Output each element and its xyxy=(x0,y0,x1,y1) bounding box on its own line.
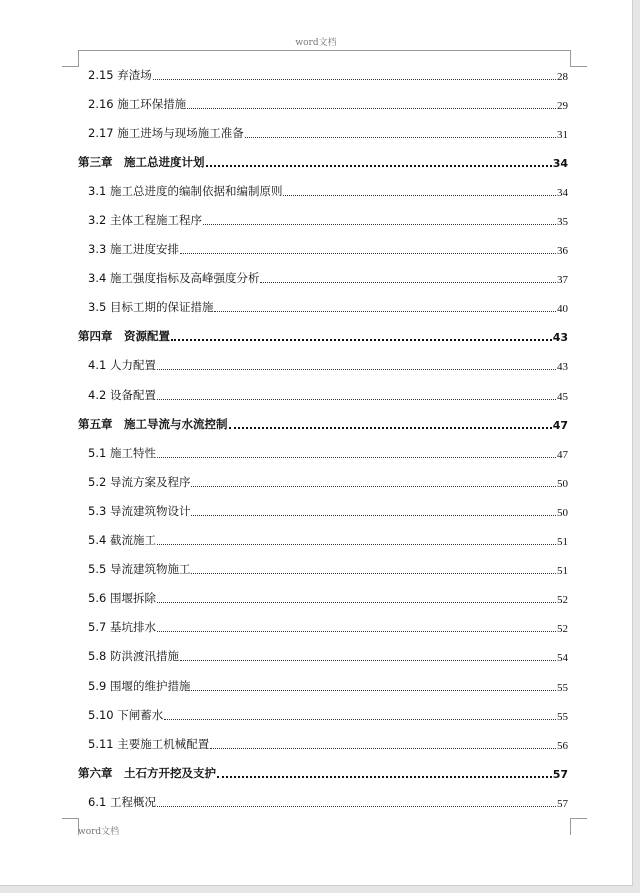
toc-dot-leader xyxy=(283,195,556,196)
toc-dot-leader xyxy=(206,165,552,167)
toc-page-number: 43 xyxy=(557,361,568,374)
toc-dot-leader xyxy=(191,690,556,691)
toc-page-number: 51 xyxy=(557,536,568,549)
toc-page-number: 51 xyxy=(557,565,568,578)
corner-mark-top-left xyxy=(62,50,79,67)
toc-page-number: 52 xyxy=(557,594,568,607)
toc-section-entry[interactable] xyxy=(78,351,570,380)
corner-mark-bottom-right xyxy=(570,818,587,835)
toc-section-entry[interactable] xyxy=(78,496,570,525)
corner-mark-top-right xyxy=(570,50,587,67)
toc-section-entry[interactable] xyxy=(78,642,570,671)
toc-entry-label: 第四章 资源配置 xyxy=(78,329,170,344)
toc-dot-leader xyxy=(214,311,556,312)
toc-entry-label: 第六章 土石方开挖及支护 xyxy=(78,765,216,780)
toc-entry-label: 5.1 施工特性 xyxy=(88,445,156,460)
toc-dot-leader xyxy=(171,339,552,341)
toc-entry-label: 5.4 截流施工 xyxy=(88,533,156,548)
toc-page-number: 52 xyxy=(557,623,568,636)
toc-section-entry[interactable] xyxy=(78,264,570,293)
toc-page-number: 50 xyxy=(557,477,568,490)
page-header: word文档 xyxy=(295,38,337,48)
toc-dot-leader xyxy=(157,457,556,458)
toc-dot-leader xyxy=(157,369,556,370)
toc-section-entry[interactable] xyxy=(78,584,570,613)
toc-section-entry[interactable] xyxy=(78,555,570,584)
toc-dot-leader xyxy=(191,486,556,487)
toc-dot-leader xyxy=(229,427,552,429)
toc-entry-label: 3.5 目标工期的保证措施 xyxy=(88,300,214,315)
toc-entry-label: 3.4 施工强度指标及高峰强度分析 xyxy=(88,271,260,286)
toc-section-entry[interactable] xyxy=(78,438,570,467)
toc-chapter-entry[interactable] xyxy=(78,147,570,176)
toc-entry-label: 5.3 导流建筑物设计 xyxy=(88,503,191,518)
toc-section-entry[interactable] xyxy=(78,613,570,642)
toc-page-number: 43 xyxy=(552,331,568,345)
toc-page-number: 45 xyxy=(557,390,568,403)
toc-section-entry[interactable] xyxy=(78,235,570,264)
toc-section-entry[interactable] xyxy=(78,787,570,816)
toc-dot-leader xyxy=(157,602,556,603)
toc-page-number: 34 xyxy=(552,156,568,170)
toc-dot-leader xyxy=(180,660,556,661)
toc-section-entry[interactable] xyxy=(78,671,570,700)
toc-section-entry[interactable] xyxy=(78,60,570,89)
page-footer: word文档 xyxy=(78,827,120,837)
toc-entry-label: 5.5 导流建筑物施工 xyxy=(88,562,191,577)
toc-section-entry[interactable] xyxy=(78,700,570,729)
toc-dot-leader xyxy=(153,79,556,80)
toc-page-number: 31 xyxy=(557,128,568,141)
toc-entry-label: 2.16 施工环保措施 xyxy=(88,96,187,111)
toc-page-number: 56 xyxy=(557,739,568,752)
toc-entry-label: 5.11 主要施工机械配置 xyxy=(88,736,210,751)
toc-dot-leader xyxy=(191,515,556,516)
toc-section-entry[interactable] xyxy=(78,729,570,758)
toc-entry-label: 5.9 围堰的维护措施 xyxy=(88,678,191,693)
toc-page-number: 50 xyxy=(557,506,568,519)
toc-page-number: 35 xyxy=(557,216,568,229)
toc-entry-label: 4.1 人力配置 xyxy=(88,358,156,373)
toc-page-number: 34 xyxy=(557,186,568,199)
toc-entry-label: 第三章 施工总进度计划 xyxy=(78,154,205,169)
toc-entry-label: 5.7 基坑排水 xyxy=(88,620,156,635)
toc-page-number: 28 xyxy=(557,70,568,83)
toc-chapter-entry[interactable] xyxy=(78,322,570,351)
toc-section-entry[interactable] xyxy=(78,467,570,496)
toc-entry-label: 3.1 施工总进度的编制依据和编制原则 xyxy=(88,183,283,198)
toc-dot-leader xyxy=(191,573,556,574)
toc-chapter-entry[interactable] xyxy=(78,758,570,787)
toc-dot-leader xyxy=(157,806,556,807)
toc-dot-leader xyxy=(180,253,556,254)
toc-dot-leader xyxy=(157,399,556,400)
toc-dot-leader xyxy=(210,748,556,749)
header-rule xyxy=(78,50,570,51)
toc-section-entry[interactable] xyxy=(78,380,570,409)
toc-entry-label: 6.1 工程概况 xyxy=(88,794,156,809)
toc-page-number: 37 xyxy=(557,274,568,287)
toc-dot-leader xyxy=(245,137,556,138)
toc-entry-label: 3.3 施工进度安排 xyxy=(88,242,179,257)
toc-entry-label: 2.17 施工进场与现场施工准备 xyxy=(88,125,244,140)
toc-page-number: 36 xyxy=(557,245,568,258)
toc-page-number: 29 xyxy=(557,99,568,112)
toc-section-entry[interactable] xyxy=(78,118,570,147)
toc-entry-label: 5.2 导流方案及程序 xyxy=(88,474,191,489)
toc-section-entry[interactable] xyxy=(78,293,570,322)
toc-page-number: 57 xyxy=(552,767,568,781)
toc-entry-label: 5.6 围堰拆除 xyxy=(88,591,156,606)
toc-entry-label: 3.2 主体工程施工程序 xyxy=(88,213,202,228)
toc-page-number: 40 xyxy=(557,303,568,316)
toc-dot-leader xyxy=(217,776,552,778)
toc-dot-leader xyxy=(164,719,556,720)
toc-chapter-entry[interactable] xyxy=(78,409,570,438)
toc-page-number: 55 xyxy=(557,710,568,723)
toc-entry-label: 5.10 下闸蓄水 xyxy=(88,707,164,722)
toc-entry-label: 第五章 施工导流与水流控制 xyxy=(78,416,228,431)
toc-page-number: 55 xyxy=(557,681,568,694)
toc-dot-leader xyxy=(157,544,556,545)
toc-entry-label: 5.8 防洪渡汛措施 xyxy=(88,649,179,664)
toc-section-entry[interactable] xyxy=(78,176,570,205)
toc-entry-label: 4.2 设备配置 xyxy=(88,387,156,402)
toc-page-number: 57 xyxy=(557,797,568,810)
toc-page-number: 54 xyxy=(557,652,568,665)
toc-dot-leader xyxy=(157,631,556,632)
toc-section-entry[interactable] xyxy=(78,205,570,234)
toc-dot-leader xyxy=(260,282,556,283)
toc-page-number: 47 xyxy=(552,418,568,432)
corner-mark-bottom-left xyxy=(62,818,79,835)
toc-dot-leader xyxy=(203,224,556,225)
toc-page-number: 47 xyxy=(557,448,568,461)
toc-section-entry[interactable] xyxy=(78,526,570,555)
toc-section-entry[interactable] xyxy=(78,89,570,118)
table-of-contents xyxy=(78,60,570,816)
toc-entry-label: 2.15 弃渣场 xyxy=(88,67,152,82)
toc-dot-leader xyxy=(187,108,556,109)
